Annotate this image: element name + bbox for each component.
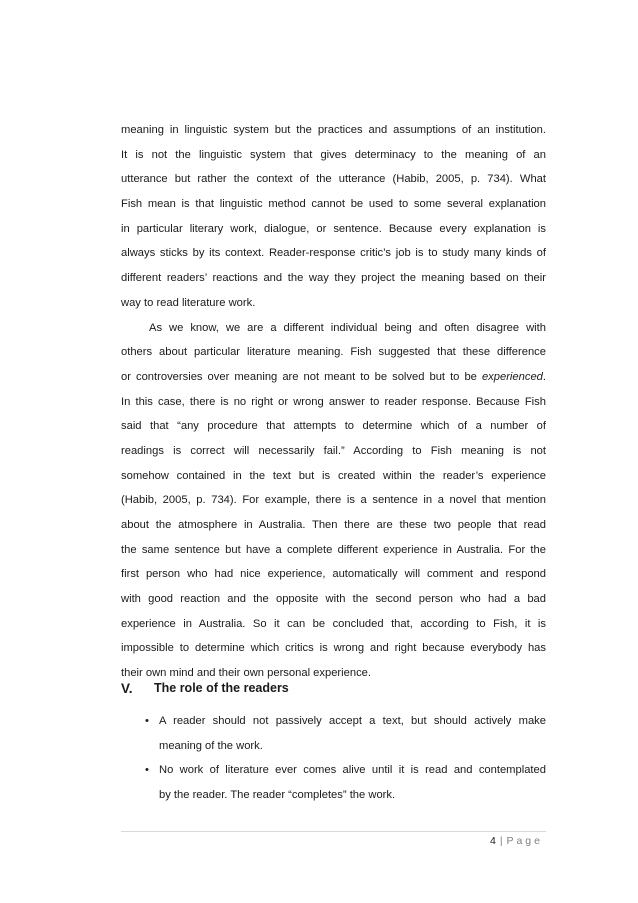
text-fragment: . — [542, 370, 546, 383]
text-line: first person who had nice experience, automatically will comment and respond — [121, 568, 546, 581]
text-line: No work of literature ever comes alive until it is read and contemplated — [159, 764, 546, 777]
text-line: the same sentence but have a complete different experience in Australia. For the — [121, 543, 546, 556]
page-label: Page — [506, 835, 543, 847]
text-line: in particular literary work, dialogue, or sentence. Because every explanation is — [121, 222, 546, 235]
text-line: impossible to determine which critics is wrong and right because everybody has — [121, 642, 546, 655]
bullet-list — [145, 709, 546, 808]
text-line: with good reaction and the opposite with the second person who had a bad — [121, 593, 546, 606]
footer-separator: | — [499, 835, 504, 847]
text-line — [121, 365, 546, 390]
text-line: by the reader. The reader “completes” the work. — [159, 789, 396, 802]
list-item — [145, 758, 546, 807]
text-line: In this case, there is no right or wrong answer to reader response. Because Fish — [121, 395, 546, 408]
footer-divider — [121, 831, 546, 832]
text-line: others about particular literature meaning. Fish suggested that these difference — [121, 346, 546, 359]
emphasized-word: experienced — [481, 370, 543, 383]
text-line: A reader should not passively accept a text, but should actively make — [159, 715, 546, 727]
text-fragment: or controversies over meaning are not meant to be solved but to be — [121, 370, 482, 383]
text-line: about the atmosphere in Australia. Then there are these two people that read — [121, 519, 546, 531]
paragraph-1 — [121, 118, 546, 316]
section-number: V. — [121, 681, 133, 696]
text-line: their own mind and their own personal experience. — [121, 667, 371, 680]
page-footer — [490, 835, 543, 847]
text-line: always sticks by its context. Reader-response critic’s job is to study many kinds of — [121, 247, 546, 260]
text-line: utterance but rather the context of the utterance (Habib, 2005, p. 734). What — [121, 173, 546, 186]
text-line: readings is correct will necessarily fail.” According to Fish meaning is not — [121, 444, 546, 457]
page-number: 4 — [490, 835, 497, 847]
text-line: Fish mean is that linguistic method cannot be used to some several explanation — [121, 198, 546, 211]
body-text — [121, 118, 546, 686]
text-line: said that “any procedure that attempts to determine which of a number of — [121, 420, 546, 433]
text-line: It is not the linguistic system that gives determinacy to the meaning of an — [121, 148, 546, 161]
bullet-icon: • — [145, 715, 149, 727]
text-line: somehow contained in the text but is created within the reader’s experience — [121, 469, 546, 482]
list-item — [145, 709, 546, 758]
text-line: meaning in linguistic system but the practices and assumptions of an institution. — [121, 124, 546, 136]
text-line: way to read literature work. — [121, 296, 256, 309]
section-title: The role of the readers — [154, 681, 289, 695]
section-heading — [121, 681, 289, 696]
text-line: (Habib, 2005, p. 734). For example, there is a sentence in a novel that mention — [121, 494, 546, 507]
text-line: As we know, we are a different individual being and often disagree with — [149, 321, 546, 334]
text-line: different readers’ reactions and the way they project the meaning based on their — [121, 272, 546, 285]
bullet-icon: • — [145, 764, 149, 777]
paragraph-2 — [121, 316, 546, 686]
text-line: experience in Australia. So it can be concluded that, according to Fish, it is — [121, 617, 546, 630]
text-line: meaning of the work. — [159, 739, 263, 752]
